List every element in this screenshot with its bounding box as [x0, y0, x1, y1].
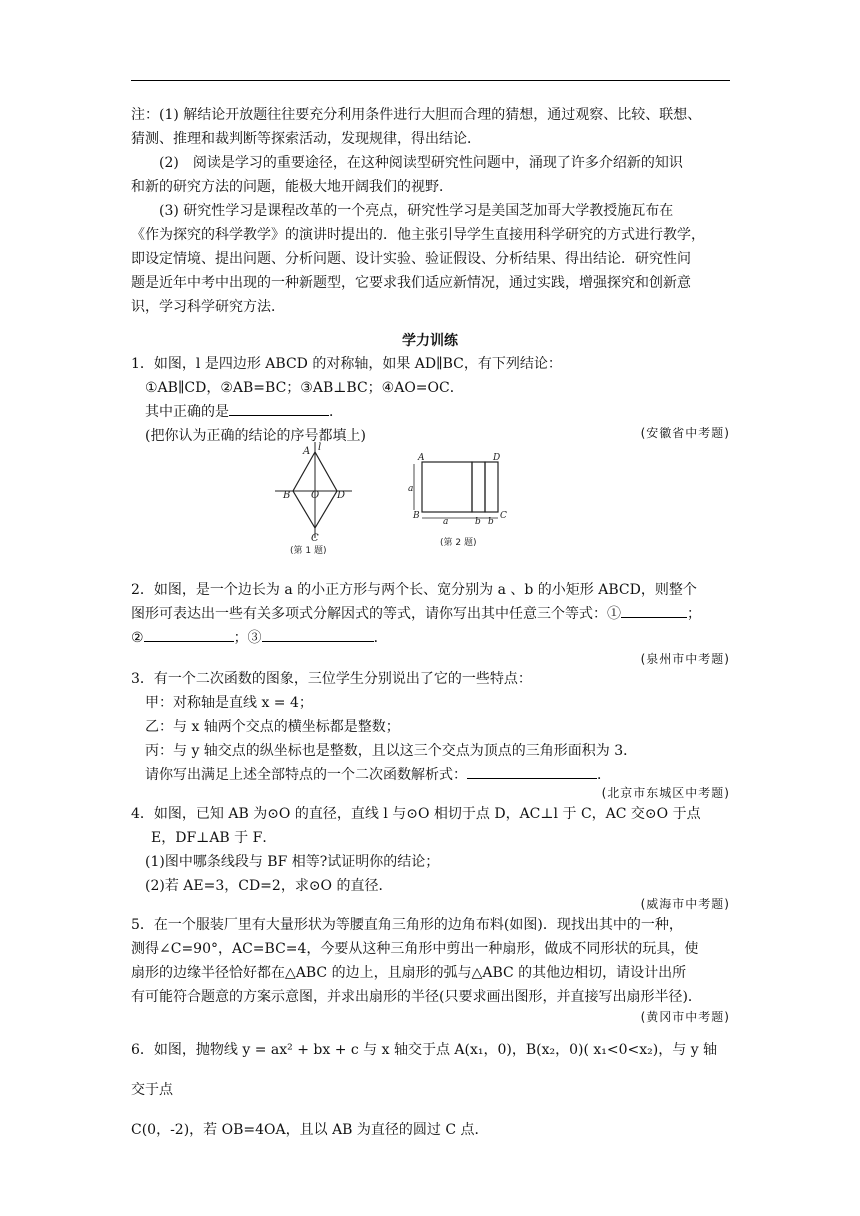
note-1-line-1: 注：(1) 解结论开放题往往要充分利用条件进行大胆而合理的猜想，通过观察、比较、联想、 [131, 107, 702, 123]
label-C2: C [500, 511, 507, 521]
label-B2: B [413, 511, 420, 521]
question-2: 2．如图，是一个边长为 a 的小正方形与两个长、宽分别为 a 、b 的小矩形 ABCD，则整个 图形可表达出一些有关多项式分解因式的等式，请你写出其中任意三个等式：① ； ② ；③ ． [131, 578, 731, 650]
q3-line-5: 请你写出满足上述全部特点的一个二次函数解析式： [145, 767, 467, 783]
figure-1 [270, 440, 360, 560]
rect-1 [472, 462, 485, 512]
question-1: 1．如图，l 是四边形 ABCD 的对称轴，如果 AD∥BC，有下列结论： ①AB∥CD，②AB=BC；③AB⊥BC；④AO=OC． 其中正确的是 ． (把你认为正确的结论的序号都填上) [131, 352, 731, 448]
label-B: B [283, 490, 291, 501]
q3-line-3: 乙：与 x 轴两个交点的横坐标都是整数； [145, 719, 400, 735]
note-3-line-2: 《作为探究的科学教学》的演讲时提出的．他主张引导学生直接用科学研究的方式进行教学， [131, 227, 705, 243]
label-A2: A [418, 453, 425, 463]
q1-line-4: (把你认为正确的结论的序号都填上) [145, 428, 366, 444]
q4-line-3: (1)图中哪条线段与 BF 相等?试证明你的结论； [145, 854, 440, 870]
q6-line-1: 6．如图，抛物线 y = ax² + bx + c 与 x 轴交于点 A(x₁，0)，B(x₂，0)( x₁<0<x₂)，与 y 轴交于点 [131, 1042, 718, 1098]
rect-2 [485, 462, 498, 512]
notes-section [131, 103, 731, 319]
q1-line-3: 其中正确的是 [145, 404, 229, 420]
square [422, 462, 472, 512]
q5-line-3: 扇形的边缘半径恰好都在△ABC 的边上，且扇形的弧与△ABC 的其他边相切，请设计出所 [131, 965, 687, 981]
svg-text:b: b [488, 517, 494, 527]
q4-line-2: E，DF⊥AB 于 F． [151, 830, 277, 846]
svg-text:a: a [408, 484, 414, 494]
q2-answer-blank-3[interactable] [262, 627, 374, 642]
q2-line-2: 图形可表达出一些有关多项式分解因式的等式，请你写出其中任意三个等式：① [131, 606, 621, 622]
note-3-line-3: 即设定情境、提出问题、分析问题、设计实验、验证假设、分析结果、得出结论．研究性问 [131, 251, 691, 267]
q5-line-4: 有可能符合题意的方案示意图，并求出扇形的半径(只要求画出图形，并直接写出扇形半径)． [131, 989, 702, 1005]
label-D: D [337, 490, 346, 501]
q2-line-3b: ；③ [233, 630, 262, 646]
section-title: 学力训练 [402, 333, 458, 349]
question-5 [131, 913, 731, 1009]
q2-answer-blank-2[interactable] [144, 627, 234, 642]
q2-answer-blank-1[interactable] [621, 603, 687, 618]
label-D2: D [493, 453, 501, 463]
q4-line-4: (2)若 AE=3，CD=2，求⊙O 的直径． [145, 878, 393, 894]
label-A: A [303, 446, 311, 457]
q1-answer-blank[interactable] [229, 401, 329, 416]
q5-line-1: 5．在一个服装厂里有大量形状为等腰直角三角形的边角布料(如图)．现找出其中的一种， [131, 917, 683, 933]
label-O: O [311, 490, 320, 501]
q4-line-1: 4．如图，已知 AB 为⊙O 的直径，直线 l 与⊙O 相切于点 D，AC⊥l 于 C，AC 交⊙O 于点 [131, 806, 701, 822]
q1-source: (安徽省中考题) [640, 426, 730, 440]
q5-line-2: 测得∠C=90°，AC=BC=4，今要从这种三角形中剪出一种扇形，做成不同形状的玩具，使 [131, 941, 699, 957]
label-C: C [311, 533, 319, 544]
q1-line-1: 1．如图，l 是四边形 ABCD 的对称轴，如果 AD∥BC，有下列结论： [131, 356, 562, 372]
question-4 [131, 802, 731, 898]
label-l: l [318, 442, 322, 453]
note-3-line-5: 识，学习科学研究方法． [131, 299, 285, 315]
q3-answer-blank[interactable] [467, 764, 597, 779]
note-2-line-1: (2) 阅读是学习的重要途径，在这种阅读型研究性问题中，涌现了许多介绍新的知识 [159, 155, 683, 171]
q3-line-2: 甲：对称轴是直线 x = 4； [145, 695, 313, 711]
note-3-line-4: 题是近年中考中出现的一种新题型，它要求我们适应新情况，通过实践，增强探究和创新意 [131, 275, 691, 291]
svg-text:b: b [475, 517, 481, 527]
q1-line-2: ①AB∥CD，②AB=BC；③AB⊥BC；④AO=OC． [145, 380, 464, 396]
q3-line-1: 3．有一个二次函数的图象，三位学生分别说出了它的一些特点： [131, 671, 532, 687]
q6-line-2: C(0，-2)，若 OB=4OA，且以 AB 为直径的圆过 C 点． [131, 1122, 489, 1138]
note-2-line-2: 和新的研究方法的问题，能极大地开阔我们的视野． [131, 179, 453, 195]
header-rule [131, 80, 730, 81]
question-6 [131, 1030, 731, 1150]
svg-text:a: a [443, 517, 449, 527]
q3-line-4: 丙：与 y 轴交点的纵坐标也是整数，且以这三个交点为顶点的三角形面积为 3． [145, 743, 638, 759]
q4-source: (威海市中考题) [640, 897, 730, 911]
q2-source: (泉州市中考题) [640, 652, 730, 666]
q2-line-1: 2．如图，是一个边长为 a 的小正方形与两个长、宽分别为 a 、b 的小矩形 ABCD，则整个 [131, 582, 697, 598]
q2-line-3a: ② [131, 630, 144, 646]
fig2-caption: (第 2 题) [440, 538, 477, 548]
question-3: 3．有一个二次函数的图象，三位学生分别说出了它的一些特点： 甲：对称轴是直线 x = 4； 乙：与 x 轴两个交点的横坐标都是整数； 丙：与 y 轴交点的纵坐标也是整数，且以这三个交点为顶点的三角形面积为 3． 请你写出满足上述全部特点的一个二次函数解析式： ． [131, 667, 731, 787]
figure-2 [405, 450, 515, 555]
note-1-line-2: 猜测、推理和裁判断等探索活动，发现规律，得出结论． [131, 131, 481, 147]
fig1-caption: (第 1 题) [290, 546, 327, 556]
q3-source: (北京市东城区中考题) [601, 786, 730, 800]
q5-source: (黄冈市中考题) [640, 1010, 730, 1024]
note-3-line-1: (3) 研究性学习是课程改革的一个亮点，研究性学习是美国芝加哥大学教授施瓦布在 [159, 203, 674, 219]
